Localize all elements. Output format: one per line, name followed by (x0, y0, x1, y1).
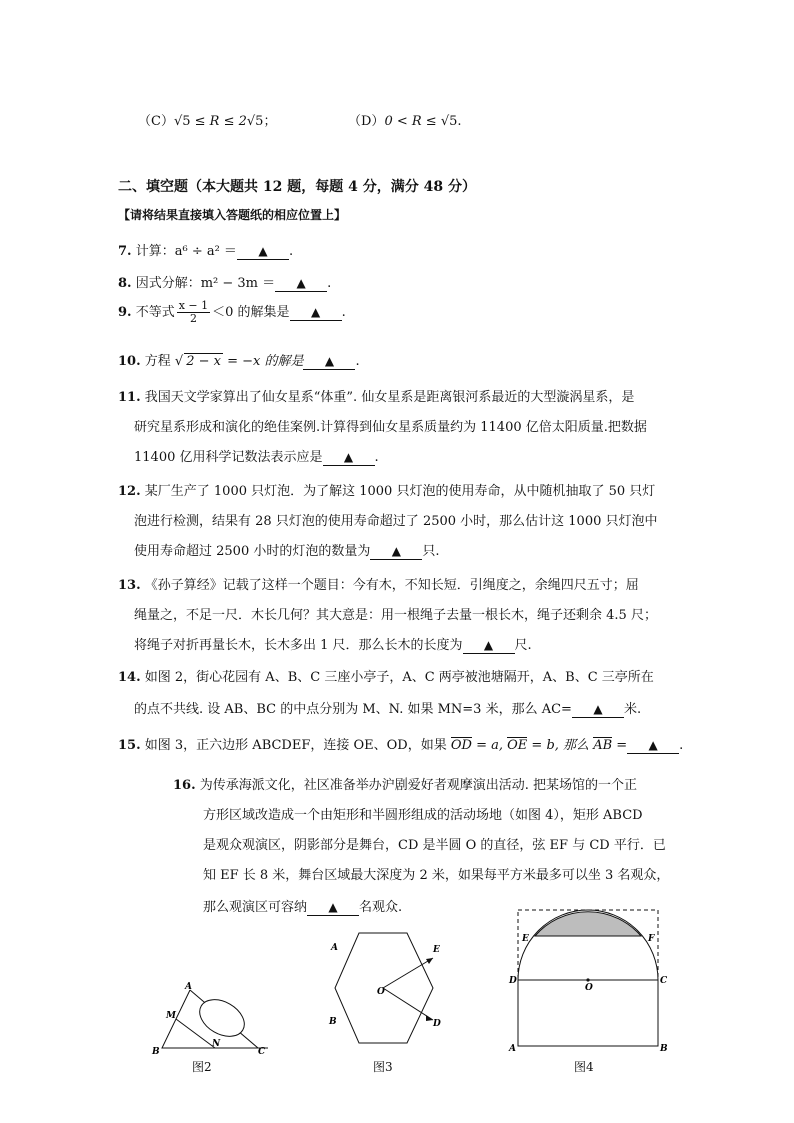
triangle-icon: ▲ (391, 544, 401, 558)
fig3-label-a: A (331, 943, 338, 953)
fig2-label-a: A (185, 982, 192, 992)
q16-line-5-text: 那么观演区可容纳 (203, 900, 308, 915)
q13-line-1: 《孙子算经》记载了这样一个题目：今有木，不知长短．引绳度之，余绳四尺五寸；屈 (144, 578, 639, 593)
q8-answer-blank[interactable] (275, 276, 327, 292)
q13-num: 13. (118, 578, 141, 593)
q14-answer-blank[interactable] (572, 702, 624, 718)
question-7 (118, 240, 293, 260)
question-15 (118, 734, 683, 754)
q15-post: = (612, 738, 628, 753)
option-c-tail: ； (263, 114, 277, 129)
fig4-label-d: D (509, 976, 517, 986)
question-13 (118, 574, 639, 593)
q7-num: 7. (118, 244, 132, 259)
section-instruction: 【请将结果直接填入答题纸的相应位置上】 (118, 208, 347, 222)
q10-sqrt: 2 − x (186, 354, 221, 369)
option-d-expr: 0 < R ≤ (384, 114, 441, 129)
q11-num: 11. (118, 390, 141, 405)
q16-line-2: 方形区域改造成一个由矩形和半圆形组成的活动场地（如图 4），矩形 ABCD (203, 808, 643, 823)
question-12 (118, 480, 655, 499)
question-9 (118, 300, 346, 325)
q16-line-1: 为传承海派文化，社区准备举办沪剧爱好者观摩演出活动. 把某场馆的一个正 (199, 778, 638, 793)
q12-line-1: 某厂生产了 1000 只灯泡．为了解这 1000 只灯泡的使用寿命，从中随机抽取了 50 只灯 (144, 484, 656, 499)
triangle-icon: ▲ (310, 305, 321, 319)
option-d-tail: . (457, 114, 462, 129)
option-c-label: （C） (138, 114, 174, 129)
q15-mid-2: = b, 那么 (527, 738, 594, 753)
q14-line-2-text: 的点不共线. 设 AB、BC 的中点分别为 M、N. 如果 MN=3 米，那么 AC= (134, 702, 572, 717)
option-c-sqrt-a: √5 (173, 114, 191, 129)
option-d (348, 110, 462, 129)
fig4-label-c: C (660, 976, 668, 986)
q10-answer-blank[interactable] (303, 354, 355, 370)
triangle-icon: ▲ (296, 276, 306, 290)
q15-vector-oe: OE (507, 738, 528, 753)
q16-answer-blank[interactable] (307, 900, 359, 916)
q13-tail: 尺. (514, 638, 532, 653)
fig2-label-n: N (212, 1039, 221, 1049)
q15-tail: . (679, 738, 684, 753)
q9-numerator: x − 1 (178, 299, 209, 312)
q11-line-3 (134, 446, 379, 466)
fig4-label-o: O (585, 983, 593, 993)
q16-num: 16. (173, 778, 196, 793)
q9-num: 9. (118, 305, 132, 320)
q15-mid-1: = a, (471, 738, 508, 753)
triangle-icon: ▲ (324, 354, 335, 368)
q10-pre: 方程 (144, 354, 171, 369)
q11-answer-blank[interactable] (323, 450, 375, 466)
q9-fraction (177, 300, 210, 325)
fig2-caption: 图2 (192, 1060, 212, 1074)
option-c (138, 110, 276, 129)
triangle-icon: ▲ (328, 900, 338, 914)
fig3-label-d: D (433, 1019, 441, 1029)
fig3-label-b: B (329, 1017, 337, 1027)
option-c-expr: ≤ R ≤ 2 (190, 114, 247, 129)
triangle-icon: ▲ (648, 738, 658, 752)
question-14 (118, 666, 654, 685)
q14-line-2 (134, 698, 641, 718)
q12-tail: 只. (422, 544, 440, 559)
question-10: 10. 方程 √ 2 − x = −x 的解是 ▲ . (118, 354, 360, 369)
q15-num: 15. (118, 738, 141, 753)
figure-3 (325, 928, 443, 1056)
q7-answer-blank[interactable] (237, 244, 289, 260)
q12-line-3 (134, 540, 440, 560)
fig3-label-o: O (377, 987, 385, 997)
q9-answer-blank[interactable] (290, 305, 342, 321)
q9-pre: 不等式 (135, 305, 175, 320)
fig2-label-b: B (152, 1047, 160, 1057)
triangle-icon: ▲ (483, 638, 494, 652)
q12-answer-blank[interactable] (370, 544, 422, 560)
q16-line-4: 知 EF 长 8 米，舞台区域最大深度为 2 米，如果每平方米最多可以坐 3 名观众， (203, 868, 670, 883)
question-8 (118, 272, 331, 292)
q10-num: 10. (118, 354, 141, 369)
triangle-icon: ▲ (593, 702, 603, 716)
q12-num: 12. (118, 484, 141, 499)
section-title: 二、填空题（本大题共 12 题，每题 4 分，满分 48 分） (118, 179, 476, 195)
stage-shaded-region (535, 912, 641, 936)
fig4-label-f: F (648, 934, 655, 944)
triangle-icon: ▲ (258, 244, 268, 258)
figure-4 (506, 906, 666, 1056)
q7-tail: . (288, 244, 294, 259)
q9-denominator: 2 (189, 312, 197, 325)
question-11 (118, 386, 634, 405)
fig4-label-e: E (522, 934, 529, 944)
question-16 (173, 774, 637, 793)
q11-line-3-text: 11400 亿用科学记数法表示应是 (134, 450, 323, 465)
fig4-label-a: A (509, 1044, 516, 1054)
q13-answer-blank[interactable] (463, 638, 515, 654)
q14-line-1: 如图 2，街心花园有 A、B、C 三座小亭子，A、C 两亭被池塘隔开，A、B、C 三亭所在 (144, 670, 654, 685)
q16-tail: 名观众. (359, 900, 403, 915)
fig4-label-b: B (660, 1044, 668, 1054)
q10-tail: . (355, 354, 360, 369)
option-d-label: （D） (348, 114, 385, 129)
q9-tail: . (341, 305, 346, 320)
q16-line-5 (203, 896, 402, 916)
q11-tail: . (374, 450, 379, 465)
q15-answer-blank[interactable] (627, 738, 679, 754)
fig3-label-e: E (433, 945, 440, 955)
fig2-label-c: C (258, 1047, 266, 1057)
q10-post: = −x 的解是 (222, 354, 304, 369)
q15-vector-ab: AB (593, 738, 613, 753)
option-d-sqrt: √5 (440, 114, 458, 129)
q9-post: ＜0 的解集是 (212, 305, 290, 320)
q13-line-3-text: 将绳子对折再量长木，长木多出 1 尺．那么长木的长度为 (134, 638, 463, 653)
triangle-icon: ▲ (343, 450, 354, 464)
q11-line-1: 我国天文学家算出了仙女星系“体重”. 仙女星系是距离银河系最近的大型漩涡星系，是 (144, 390, 635, 405)
q15-vector-od: OD (450, 738, 472, 753)
q14-num: 14. (118, 670, 141, 685)
q8-tail: . (327, 276, 332, 291)
q12-line-2: 泡进行检测，结果有 28 只灯泡的使用寿命超过了 2500 小时，那么估计这 1000 只灯泡中 (134, 514, 658, 529)
q8-num: 8. (118, 276, 132, 291)
q7-text: 计算：a⁶ ÷ a² ＝ (135, 244, 237, 259)
q14-tail: 米. (623, 702, 642, 717)
figure-2 (148, 978, 276, 1058)
fig3-caption: 图3 (373, 1060, 393, 1074)
q13-line-3 (134, 634, 532, 654)
q16-line-3: 是观众观演区，阴影部分是舞台，CD 是半圆 O 的直径，弦 EF 与 CD 平行．已 (203, 838, 666, 853)
fig2-label-m: M (166, 1011, 176, 1021)
fig4-caption: 图4 (574, 1060, 594, 1074)
q15-pre: 如图 3，正六边形 ABCDEF，连接 OE、OD，如果 (144, 738, 451, 753)
q13-line-2: 绳量之，不足一尺．木长几何？其大意是：用一根绳子去量一根长木，绳子还剩余 4.5 尺； (134, 608, 657, 623)
q11-line-2: 研究星系形成和演化的绝佳案例.计算得到仙女星系质量约为 11400 亿倍太阳质量.把数据 (134, 420, 647, 435)
option-c-sqrt-b: √5 (246, 114, 264, 129)
q12-line-3-text: 使用寿命超过 2500 小时的灯泡的数量为 (134, 544, 371, 559)
q8-text: 因式分解：m² − 3m ＝ (135, 276, 276, 291)
